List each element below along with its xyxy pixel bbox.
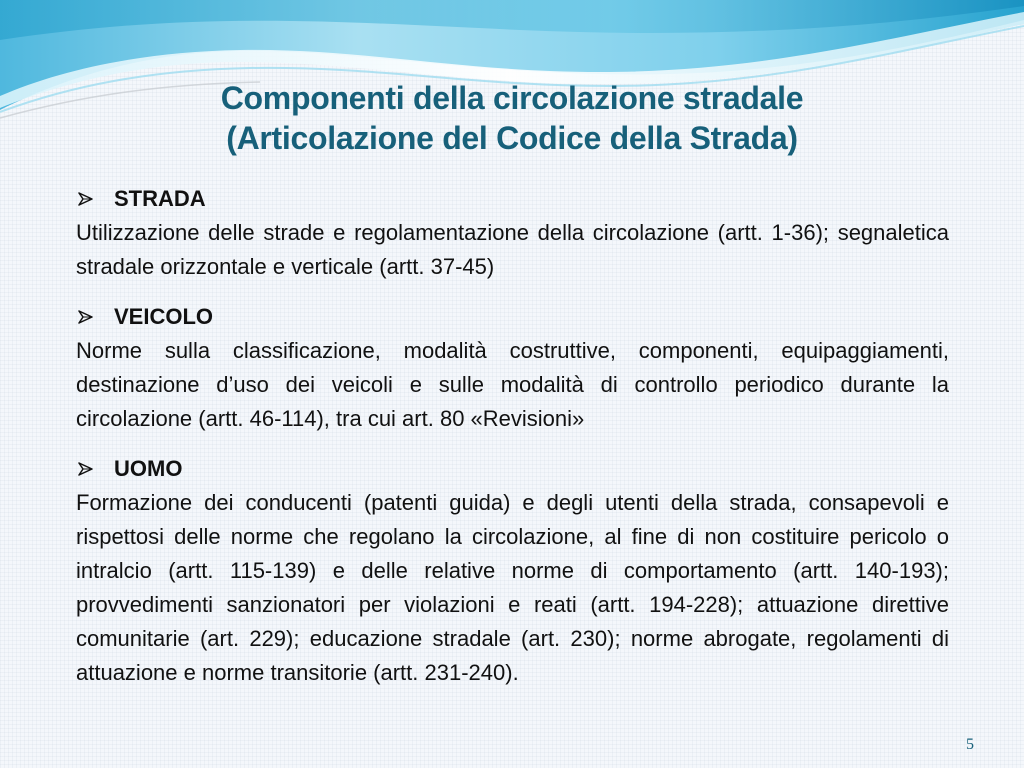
title-line-2: (Articolazione del Codice della Strada) [226, 120, 798, 156]
arrow-bullet-icon [76, 452, 114, 486]
page-number: 5 [966, 736, 974, 753]
section-strada [76, 182, 949, 284]
slide-content [76, 182, 949, 706]
section-heading-label: VEICOLO [114, 304, 214, 329]
section-text: Norme sulla classificazione, modalità costruttive, componenti, equipaggiamenti, destinazione d’uso dei veicoli e sulle modalità di controllo periodico durante la circolazione (artt. 46-114), tra cui art. 80 «Revisioni» [76, 338, 949, 431]
slide-title [0, 78, 1024, 158]
section-heading [76, 300, 949, 334]
section-uomo [76, 452, 949, 690]
title-line-1: Componenti della circolazione stradale [220, 80, 804, 116]
section-text: Utilizzazione delle strade e regolamentazione della circolazione (artt. 1-36); segnaletica stradale orizzontale e verticale (artt. 37-45) [76, 220, 949, 279]
arrow-bullet-icon [76, 182, 114, 216]
section-heading-label: STRADA [114, 186, 206, 211]
section-veicolo [76, 300, 949, 436]
section-text: Formazione dei conducenti (patenti guida) e degli utenti della strada, consapevoli e rispettosi delle norme che regolano la circolazione, al fine di non costituire pericolo o intralcio (artt. 115-139) e delle relative norme di comportamento (artt. 140-193); provvedimenti sanzionatori per violazioni e reati (artt. 194-228); attuazione direttive comunitarie (art. 229); educazione stradale (art. 230); norme abrogate, regolamenti di attuazione e norme transitorie (artt. 231-240). [76, 490, 949, 685]
section-heading-label: UOMO [114, 456, 183, 481]
arrow-bullet-icon [76, 300, 114, 334]
section-heading [76, 452, 949, 486]
section-heading [76, 182, 949, 216]
